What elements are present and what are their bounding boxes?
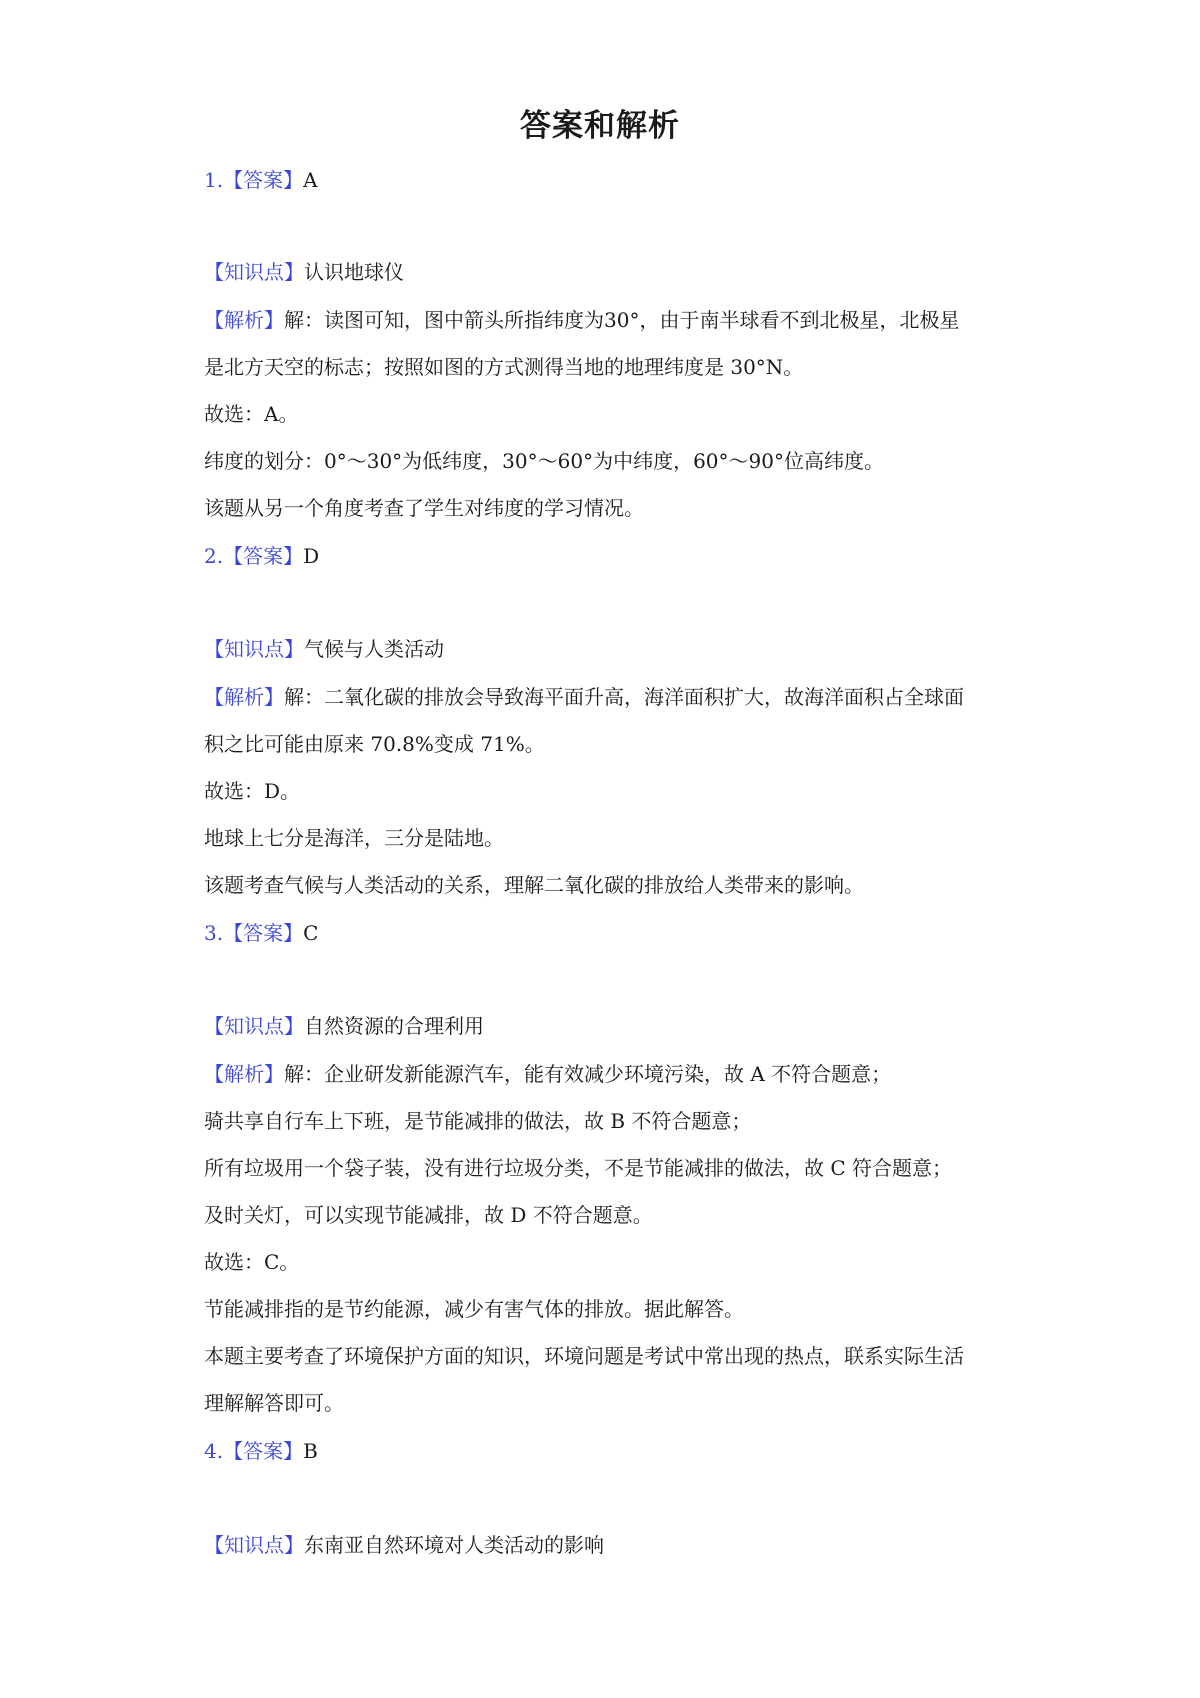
question-1-knowledge-line bbox=[204, 258, 1024, 286]
analysis-text: 本题主要考查了环境保护方面的知识，环境问题是考试中常出现的热点，联系实际生活 bbox=[204, 1344, 964, 1368]
analysis-text: 故选：D。 bbox=[204, 779, 301, 803]
analysis-text: 节能减排指的是节约能源，减少有害气体的排放。据此解答。 bbox=[204, 1297, 744, 1321]
question-2-answer-line bbox=[204, 542, 1024, 570]
knowledge-value: 自然资源的合理利用 bbox=[304, 1014, 484, 1038]
question-4-knowledge-line bbox=[204, 1531, 1024, 1559]
answer-value: D bbox=[303, 544, 320, 568]
analysis-text: 纬度的划分：0°～30°为低纬度，30°～60°为中纬度，60°～90°位高纬度。 bbox=[204, 449, 884, 473]
knowledge-tag: 【知识点】 bbox=[204, 637, 304, 661]
analysis-text: 故选：A。 bbox=[204, 402, 299, 426]
answer-value: C bbox=[303, 921, 319, 945]
analysis-tag: 【解析】 bbox=[204, 685, 284, 709]
analysis-text: 骑共享自行车上下班，是节能减排的做法，故 B 不符合题意； bbox=[204, 1109, 752, 1133]
question-1-analysis-line bbox=[204, 306, 1024, 334]
analysis-tag: 【解析】 bbox=[204, 308, 284, 332]
answer-value: B bbox=[303, 1439, 318, 1463]
analysis-text: 解：企业研发新能源汽车，能有效减少环境污染，故 A 不符合题意； bbox=[284, 1062, 892, 1086]
analysis-text: 积之比可能由原来 70.8%变成 71%。 bbox=[204, 732, 545, 756]
analysis-text: 及时关灯，可以实现节能减排，故 D 不符合题意。 bbox=[204, 1203, 653, 1227]
analysis-text: 地球上七分是海洋，三分是陆地。 bbox=[204, 826, 504, 850]
analysis-text: 故选：C。 bbox=[204, 1250, 300, 1274]
knowledge-value: 认识地球仪 bbox=[304, 260, 404, 284]
knowledge-tag: 【知识点】 bbox=[204, 260, 304, 284]
question-number: 4. bbox=[204, 1439, 224, 1463]
question-3-answer-line bbox=[204, 919, 1024, 947]
answer-tag: 【答案】 bbox=[223, 544, 304, 568]
knowledge-value: 气候与人类活动 bbox=[304, 637, 444, 661]
question-4-answer-line bbox=[204, 1437, 1024, 1465]
question-3-analysis-line bbox=[204, 1060, 1024, 1088]
answer-tag: 【答案】 bbox=[223, 168, 304, 192]
question-number: 1. bbox=[204, 168, 224, 192]
question-2-knowledge-line bbox=[204, 635, 1024, 663]
analysis-text: 解：读图可知，图中箭头所指纬度为30°，由于南半球看不到北极星，北极星 bbox=[284, 308, 960, 332]
answer-value: A bbox=[303, 168, 318, 192]
analysis-text: 是北方天空的标志；按照如图的方式测得当地的地理纬度是 30°N。 bbox=[204, 355, 804, 379]
answer-tag: 【答案】 bbox=[223, 921, 304, 945]
knowledge-tag: 【知识点】 bbox=[204, 1014, 304, 1038]
analysis-text: 所有垃圾用一个袋子装，没有进行垃圾分类，不是节能减排的做法，故 C 符合题意； bbox=[204, 1156, 953, 1180]
knowledge-value: 东南亚自然环境对人类活动的影响 bbox=[304, 1533, 604, 1557]
analysis-text: 解：二氧化碳的排放会导致海平面升高，海洋面积扩大，故海洋面积占全球面 bbox=[284, 685, 964, 709]
question-3-knowledge-line bbox=[204, 1012, 1024, 1040]
question-number: 2. bbox=[204, 544, 224, 568]
question-2-analysis-line bbox=[204, 683, 1024, 711]
question-1-answer-line bbox=[204, 166, 1024, 194]
analysis-text: 理解解答即可。 bbox=[204, 1391, 344, 1415]
page-title: 答案和解析 bbox=[520, 108, 680, 144]
analysis-text: 该题考查气候与人类活动的关系，理解二氧化碳的排放给人类带来的影响。 bbox=[204, 873, 864, 897]
question-number: 3. bbox=[204, 921, 224, 945]
analysis-tag: 【解析】 bbox=[204, 1062, 284, 1086]
analysis-text: 该题从另一个角度考查了学生对纬度的学习情况。 bbox=[204, 496, 644, 520]
knowledge-tag: 【知识点】 bbox=[204, 1533, 304, 1557]
answer-tag: 【答案】 bbox=[223, 1439, 304, 1463]
